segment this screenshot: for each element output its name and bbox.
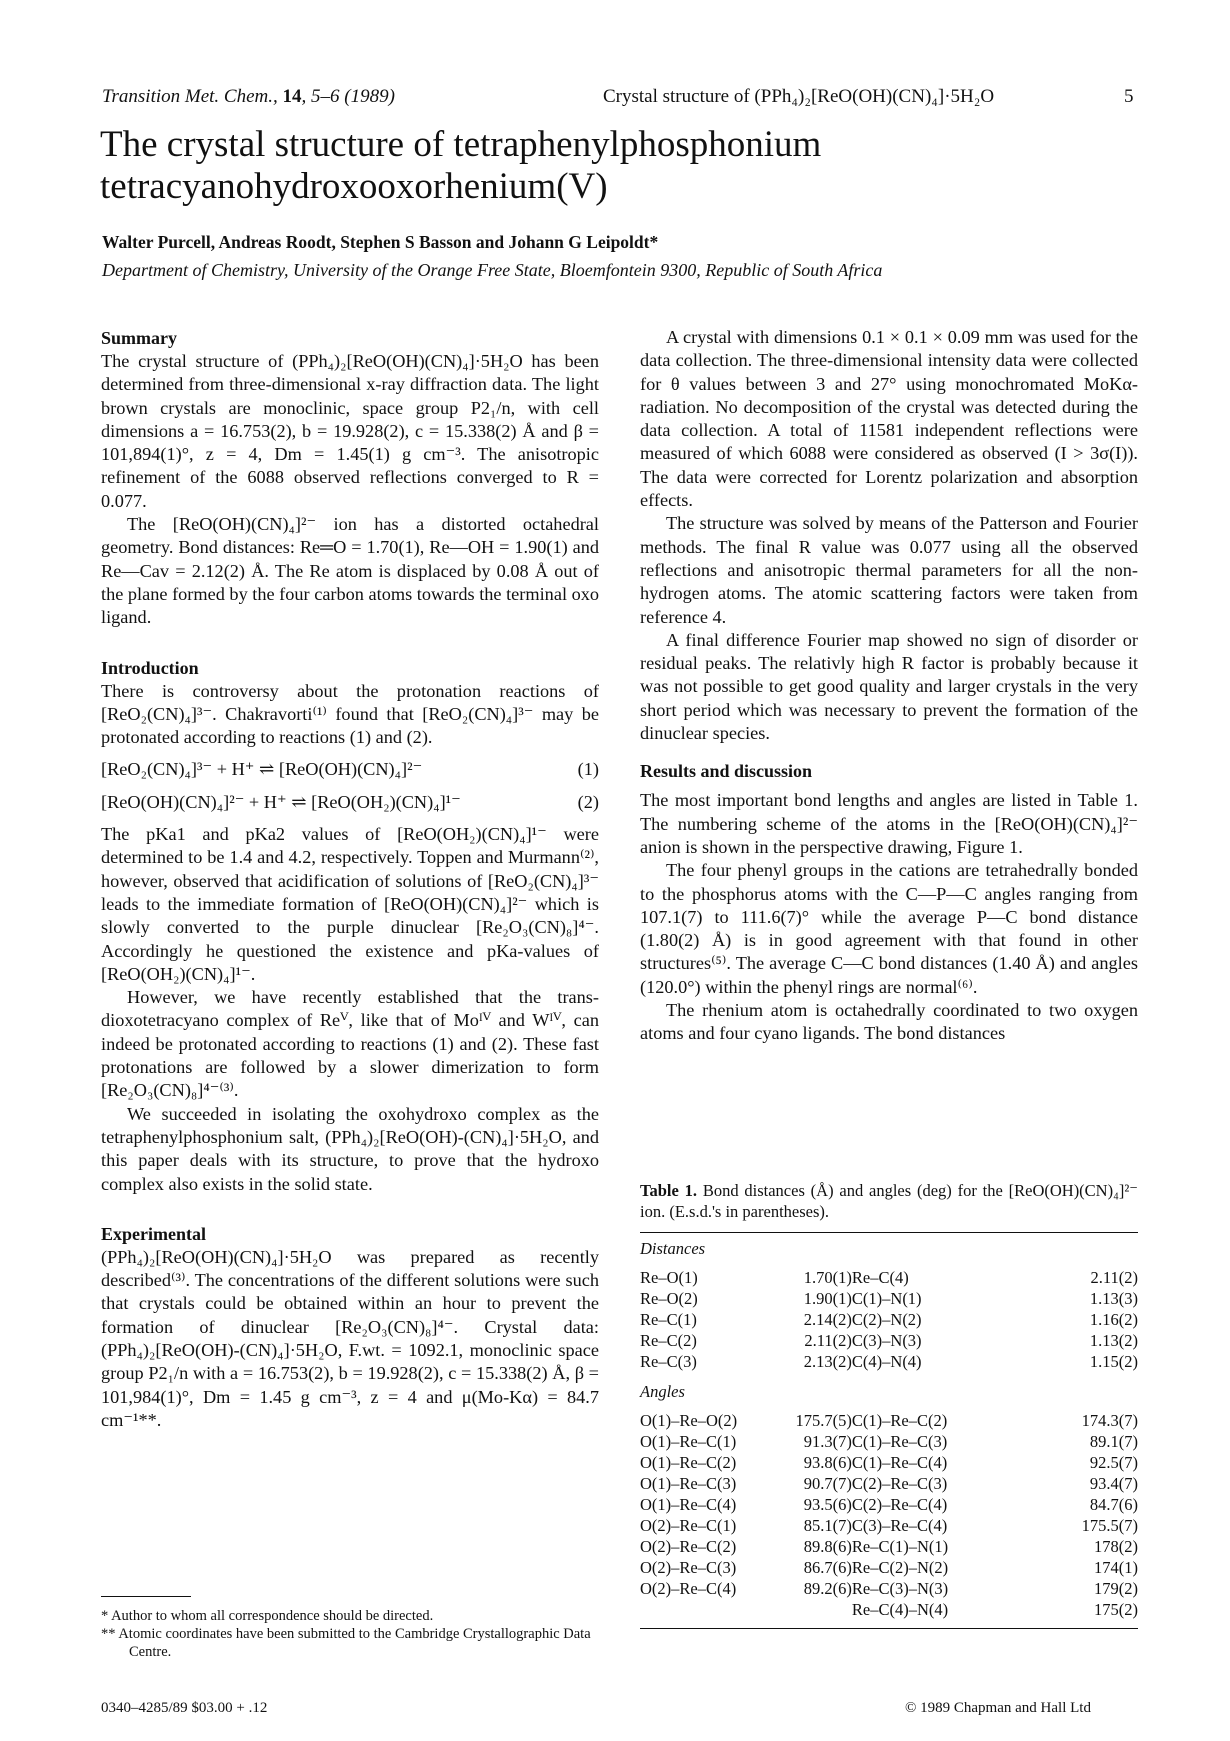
right-paragraph-1: A crystal with dimensions 0.1 × 0.1 × 0.09 mm was used for the data collection. The three-dimensional intensity data were collected for θ values between 3 and 27° using monochromated MoKα-radiation. No decomposition of the crystal was detected during the data collection. A total of 11581 independent reflections were measured of which 6088 were considered as observed (I > 3σ(I)). The data were corrected for Lorentz polarization and absorption effects. [640,327,1138,511]
results-heading: Results and discussion [640,761,813,782]
table-cell: Re–C(4)–N(4) [851,1600,949,1619]
table-cell [778,1599,852,1620]
table-cell: O(1)–Re–C(1) [640,1432,737,1451]
table-cell: C(1)–Re–C(2) [851,1411,948,1430]
table-cell: 174.3(7) [1081,1411,1138,1430]
table-cell: C(4)–N(4) [851,1352,922,1371]
table-cell: 93.8(6) [803,1453,852,1472]
table-cell: 93.4(7) [1089,1474,1138,1493]
introduction-paragraph-1: There is controversy about the protonation reactions of [ReO₂(CN)₄]³⁻. Chakravorti⁽¹⁾ found that [ReO₂(CN)₄]³⁻ may be protonated according to reactions (1) and (2). [101,680,599,748]
table-cell: O(2)–Re–C(1) [640,1516,737,1535]
table-row [640,1351,1138,1372]
table-cell: Re–C(2)–N(2) [851,1558,949,1577]
distances-table [640,1267,1138,1372]
right-paragraph-2: The structure was solved by means of the Patterson and Fourier methods. The final R value was 0.077 using all the observed reflections and anisotropic thermal parameters for all the non-hydrogen atoms. The atomic scattering factors were taken from reference 4. [640,513,1138,627]
table-cell: 174(1) [1094,1558,1138,1577]
footnote-1: * Author to whom all correspondence should be directed. [101,1608,434,1624]
table-row [640,1330,1138,1351]
table-cell: C(2)–Re–C(3) [851,1474,948,1493]
table-cell: 2.11(2) [1090,1268,1138,1287]
table-cell: C(1)–Re–C(3) [851,1432,948,1451]
table-bottom-rule [640,1628,1138,1629]
page-number: 5 [1124,86,1134,107]
table-cell: C(3)–Re–C(4) [851,1516,948,1535]
equation-1-text: [ReO₂(CN)₄]³⁻ + H⁺ ⇌ [ReO(OH)(CN)₄]²⁻ [101,759,423,780]
summary-paragraph-1: The crystal structure of (PPh₄)₂[ReO(OH)(CN)₄]·5H₂O has been determined from three-dimensional x-ray diffraction data. The light brown crystals are monoclinic, space group P2₁/n, with cell dimensions a = 16.753(2), b = 19.928(2), c = 15.338(2) Å and β = 101,894(1)°, z = 4, Dm = 1.45(1) g cm⁻³. The anisotropic refinement of the 6088 observed reflections converged to R = 0.077. [101,351,599,511]
table-cell: O(1)–Re–C(2) [640,1453,737,1472]
equation-2-number: (2) [577,791,599,812]
table-cell: 1.13(3) [1089,1289,1138,1308]
footnote-2: ** Atomic coordinates have been submitted to the Cambridge Crystallographic Data Centre. [101,1626,591,1660]
issn-code: 0340–4285/89 $03.00 + .12 [101,1700,268,1716]
distances-label: Distances [640,1239,706,1258]
table-cell: 1.16(2) [1089,1310,1138,1329]
table-cell: Re–O(2) [640,1289,698,1308]
table-cell: 92.5(7) [1089,1453,1138,1472]
table-row [640,1578,1138,1599]
table-cell: O(2)–Re–C(4) [640,1579,737,1598]
table-cell: C(2)–Re–C(4) [851,1495,948,1514]
table-top-rule [640,1232,1138,1233]
table-row [640,1288,1138,1309]
table-cell: 179(2) [1094,1579,1138,1598]
table-cell: 93.5(6) [803,1495,852,1514]
experimental-heading: Experimental [101,1223,206,1244]
introduction-paragraph-2: The pKa1 and pKa2 values of [ReO(OH₂)(CN)₄]¹⁻ were determined to be 1.4 and 4.2, respectively. Toppen and Murmann⁽²⁾, however, observed that acidification of solutions of [ReO₂(CN)₄]³⁻ leads to the immediate formation of [ReO(OH)(CN)₄]²⁻ which is slowly converted to the purple dinuclear [Re₂O₃(CN)₈]⁴⁻. Accordingly he questioned the existence and pKa-values of [ReO(OH₂)(CN)₄]¹⁻. [101,824,599,984]
table-cell: O(2)–Re–C(3) [640,1558,737,1577]
introduction-paragraph-3: However, we have recently established that the trans-dioxotetracyano complex of Reⱽ, like that of Moᴵⱽ and Wᴵⱽ, can indeed be protonated according to reactions (1) and (2). These fast protonations are followed by a slower dimerization to form [Re₂O₃(CN)₈]⁴⁻⁽³⁾. [101,987,599,1101]
angles-label: Angles [640,1382,685,1401]
table-row [640,1494,1138,1515]
table-cell: 178(2) [1094,1537,1138,1556]
introduction-paragraph-4: We succeeded in isolating the oxohydroxo complex as the tetraphenylphosphonium salt, (PPh₄)₂[ReO(OH)-(CN)₄]·5H₂O, and this paper deals with its structure, to prove that the hydroxo complex also exists in the solid state. [101,1103,599,1194]
table-row [640,1536,1138,1557]
table-cell: 175(2) [1094,1600,1138,1619]
article-title: The crystal structure of tetraphenylphosphonium tetracyanohydroxooxorhenium(V) [100,124,822,207]
equation-2-text: [ReO(OH)(CN)₄]²⁻ + H⁺ ⇌ [ReO(OH₂)(CN)₄]¹⁻ [101,791,461,812]
table-cell: Re–C(1)–N(1) [851,1537,949,1556]
equation-2 [101,791,599,814]
table-cell: Re–C(3)–N(3) [851,1579,949,1598]
table-cell: Re–C(2) [640,1331,697,1350]
table-cell: Re–C(3) [640,1352,697,1371]
table-caption: Table 1. Bond distances (Å) and angles (deg) for the [ReO(OH)(CN)₄]²⁻ ion. (E.s.d.'s in parentheses). [640,1181,1139,1221]
table-cell: O(1)–Re–O(2) [640,1411,738,1430]
table-cell: C(2)–N(2) [851,1310,922,1329]
right-paragraph-3: A final difference Fourier map showed no sign of disorder or residual peaks. The relativly high R factor is probably because it was not possible to get good quality and larger crystals in the very short period which was necessary to prevent the formation of the dinuclear species. [640,629,1138,744]
table-cell: 84.7(6) [1089,1495,1138,1514]
table-row [640,1452,1138,1473]
authors: Walter Purcell, Andreas Roodt, Stephen S Basson and Johann G Leipoldt* [102,232,659,252]
summary-heading: Summary [101,328,177,348]
table-cell: 89.2(6) [803,1579,852,1598]
table-cell: 2.14(2) [803,1310,852,1329]
table-cell: O(1)–Re–C(4) [640,1495,737,1514]
table-1 [640,1180,1138,1629]
table-cell: 89.1(7) [1089,1432,1138,1451]
right-column [640,326,1138,1046]
affiliation: Department of Chemistry, University of the Orange Free State, Bloemfontein 9300, Republic of South Africa [102,260,883,280]
results-paragraph-1: The most important bond lengths and angles are listed in Table 1. The numbering scheme of the atoms in the [ReO(OH)(CN)₄]²⁻ anion is shown in the perspective drawing, Figure 1. [640,790,1138,857]
table-row [640,1515,1138,1536]
table-cell: O(1)–Re–C(3) [640,1474,737,1493]
table-cell: 85.1(7) [803,1516,852,1535]
results-paragraph-3: The rhenium atom is octahedrally coordinated to two oxygen atoms and four cyano ligands. The bond distances [640,1000,1138,1044]
equation-1-number: (1) [577,759,599,780]
summary-paragraph-2: The [ReO(OH)(CN)₄]²⁻ ion has a distorted octahedral geometry. Bond distances: Re═O = 1.70(1), Re—OH = 1.90(1) and Re—Cav = 2.12(2) Å. The Re atom is displaced by 0.08 Å out of the plane formed by the four carbon atoms towards the terminal oxo ligand. [101,514,600,628]
experimental-paragraph-1: (PPh₄)₂[ReO(OH)(CN)₄]·5H₂O was prepared as recently described⁽³⁾. The concentrations of the different solutions were such that crystals could be obtained within an hour to prevent the formation of dinuclear [Re₂O₃(CN)₈]⁴⁻. Crystal data: (PPh₄)₂[ReO(OH)-(CN)₄]·5H₂O, F.wt. = 1092.1, monoclinic space group P2₁/n with a = 16.753(2), b = 19.928(2), c = 15.338(2) Å, β = 101,984(1)°, Dm = 1.45 g cm⁻³, z = 4 and μ(Mo-Kα) = 84.7 cm⁻¹**. [101,1246,599,1430]
table-cell: 1.13(2) [1089,1331,1138,1350]
table-row [640,1473,1138,1494]
copyright: © 1989 Chapman and Hall Ltd [905,1700,1091,1716]
table-cell: Re–C(4) [851,1268,909,1287]
table-row [640,1410,1138,1431]
table-cell: 2.13(2) [803,1352,852,1371]
results-paragraph-2: The four phenyl groups in the cations are tetrahedrally bonded to the phosphorus atoms with the C—P—C angles ranging from 107.1(7) to 111.6(7)° while the average P—C bond distance (1.80(2) Å) is in good agreement with that found in other structures⁽⁵⁾. The average C—C bond distances (1.40 Å) and angles (120.0°) within the phenyl rings are normal⁽⁶⁾. [640,860,1138,997]
running-head-journal: Transition Met. Chem., 14, 5–6 (1989) [102,86,395,107]
table-cell: Re–C(1) [640,1310,697,1329]
table-row [640,1599,1138,1620]
table-cell: 175.5(7) [1081,1516,1138,1535]
table-row [640,1267,1138,1288]
introduction-heading: Introduction [101,657,199,678]
table-row [640,1431,1138,1452]
table-cell: Re–O(1) [640,1268,698,1287]
table-cell: C(3)–N(3) [851,1331,922,1350]
table-row [640,1557,1138,1578]
table-cell: 1.70(1) [803,1268,852,1287]
table-row [640,1309,1138,1330]
table-cell: 2.11(2) [804,1331,852,1350]
table-cell: C(1)–N(1) [851,1289,922,1308]
table-cell: 89.8(6) [803,1537,852,1556]
table-cell: 175.7(5) [795,1411,852,1430]
table-cell [640,1599,778,1620]
table-cell: 1.15(2) [1089,1352,1138,1371]
footnote-rule [101,1596,191,1597]
table-cell: 91.3(7) [803,1432,852,1451]
left-column [101,326,599,1432]
footnotes [101,1596,599,1661]
table-cell: 86.7(6) [803,1558,852,1577]
table-cell: 1.90(1) [803,1289,852,1308]
table-cell: 90.7(7) [803,1474,852,1493]
table-cell: C(1)–Re–C(4) [851,1453,948,1472]
table-cell: O(2)–Re–C(2) [640,1537,737,1556]
angles-table [640,1410,1138,1620]
equation-1 [101,758,599,781]
running-head-title: Crystal structure of (PPh₄)₂[ReO(OH)(CN)₄]·5H₂O [603,86,995,107]
